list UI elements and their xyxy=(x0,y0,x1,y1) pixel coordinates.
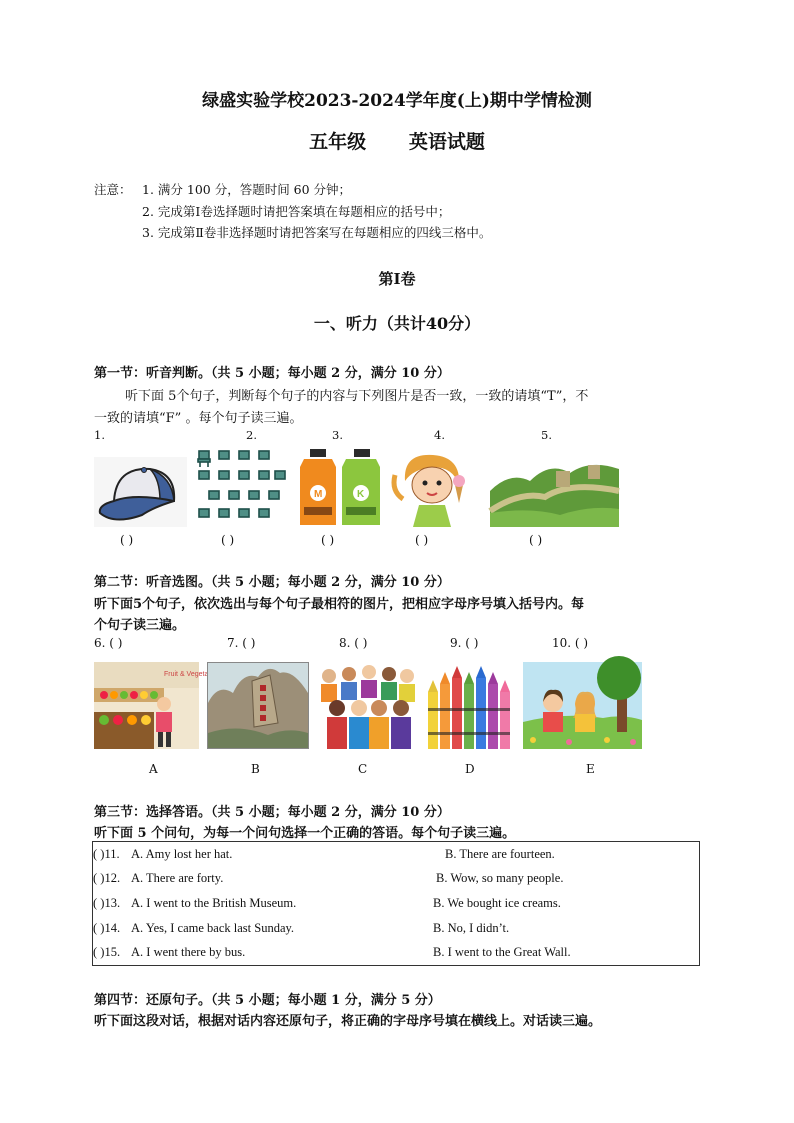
picture-letter-c: C xyxy=(358,762,368,776)
q11-option-a: A. Amy lost her hat. xyxy=(131,846,233,861)
q15-option-b: B. I went to the Great Wall. xyxy=(433,945,571,960)
q1-answer-paren[interactable]: ( ) xyxy=(120,533,134,547)
q11-number[interactable]: ( )11. xyxy=(93,846,120,861)
table-row xyxy=(93,940,700,965)
q3-answer-paren[interactable]: ( ) xyxy=(321,533,335,547)
table-row xyxy=(93,867,700,892)
answer-choice-table xyxy=(92,841,700,966)
section4-instr: 听下面这段对话，根据对话内容还原句子，将正确的字母序号填在横线上。对话读三遍。 xyxy=(94,1014,602,1029)
q9-label[interactable]: 9. ( ) xyxy=(450,636,479,650)
svg-text:M: M xyxy=(314,489,323,500)
q10-label[interactable]: 10. ( ) xyxy=(552,636,589,650)
section3-instr: 听下面 5 个问句，为每一个问句选择一个正确的答语。每个句子读三遍。 xyxy=(94,826,516,841)
section1-instr-1: 听下面 5个句子，判断每个句子的内容与下列图片是否一致，一致的请填“T”，不 xyxy=(125,389,589,404)
great-wall-image xyxy=(490,451,619,527)
shop-sign-text: Fruit & Vegeta xyxy=(164,671,209,678)
crayons-image xyxy=(424,662,515,749)
girl-ice-cream-image xyxy=(389,451,477,527)
q1-number: 1. xyxy=(94,428,105,442)
chairs-image xyxy=(195,449,291,527)
crowd-of-people-image xyxy=(317,662,416,749)
fruit-shop-image xyxy=(94,662,209,749)
section2-instr-2: 个句子读三遍。 xyxy=(94,618,186,633)
table-row xyxy=(93,842,700,867)
q12-number[interactable]: ( )12. xyxy=(93,871,121,886)
notes-label: 注意： xyxy=(94,182,132,197)
grade-label: 五年级 xyxy=(309,131,367,153)
q8-label[interactable]: 8. ( ) xyxy=(339,636,368,650)
q12-option-b: B. Wow, so many people. xyxy=(436,871,564,886)
picture-letter-d: D xyxy=(465,762,475,776)
section2-title: 第二节：听音选图。（共 5 小题；每小题 2 分，满分 10 分） xyxy=(94,575,450,590)
q12-option-a: A. There are forty. xyxy=(131,871,224,886)
q2-number: 2. xyxy=(246,428,257,442)
section3-title: 第三节：选择答语。（共 5 小题；每小题 2 分，满分 10 分） xyxy=(94,805,450,820)
q11-option-b: B. There are fourteen. xyxy=(445,846,555,861)
q4-number: 4. xyxy=(434,428,445,442)
children-in-park-image xyxy=(523,662,642,749)
q14-option-a: A. Yes, I came back last Sunday. xyxy=(131,920,295,935)
juice-bottles-image xyxy=(300,449,382,527)
q14-number[interactable]: ( )14. xyxy=(93,920,121,935)
note-item-2: 2. 完成第Ⅰ卷选择题时请把答案填在每题相应的括号中； xyxy=(142,204,451,219)
q5-number: 5. xyxy=(541,428,552,442)
q3-number: 3. xyxy=(332,428,343,442)
table-row xyxy=(93,891,700,916)
picture-letter-e: E xyxy=(586,762,595,776)
section1-title: 第一节：听音判断。（共 5 小题；每小题 2 分，满分 10 分） xyxy=(94,366,450,381)
mountain-rocks-image xyxy=(207,662,309,749)
part1-title: 第Ⅰ卷 xyxy=(378,270,416,288)
q15-number[interactable]: ( )15. xyxy=(93,945,121,960)
subject-label: 英语试题 xyxy=(408,131,485,153)
q13-option-b: B. We bought ice creams. xyxy=(433,895,561,910)
picture-letter-b: B xyxy=(251,762,260,776)
q7-label[interactable]: 7. ( ) xyxy=(227,636,256,650)
section1-instr-2: 一致的请填“F” 。每个句子读三遍。 xyxy=(94,411,303,426)
q13-option-a: A. I went to the British Museum. xyxy=(131,895,297,910)
exam-subtitle xyxy=(0,127,794,154)
listening-title: 一、听力（共计40分） xyxy=(313,314,481,333)
exam-title: 绿盛实验学校2023-2024学年度(上)期中学情检测 xyxy=(202,91,592,111)
q13-number[interactable]: ( )13. xyxy=(93,895,121,910)
section4-title: 第四节：还原句子。（共 5 小题；每小题 1 分，满分 5 分） xyxy=(94,993,441,1008)
note-item-1: 1. 满分 100 分，答题时间 60 分钟； xyxy=(142,182,352,197)
note-item-3: 3. 完成第Ⅱ卷非选择题时请把答案写在每题相应的四线三格中。 xyxy=(142,225,492,240)
q15-option-a: A. I went there by bus. xyxy=(131,945,246,960)
table-row xyxy=(93,916,700,941)
section2-instr-1: 听下面5个句子，依次选出与每个句子最相符的图片，把相应字母序号填入括号内。每 xyxy=(94,597,585,612)
q5-answer-paren[interactable]: ( ) xyxy=(529,533,543,547)
picture-letter-a: A xyxy=(149,762,158,776)
svg-text:K: K xyxy=(357,489,365,500)
q2-answer-paren[interactable]: ( ) xyxy=(221,533,235,547)
q14-option-b: B. No, I didn’t. xyxy=(433,920,510,935)
cap-image xyxy=(94,457,187,527)
q6-label[interactable]: 6. ( ) xyxy=(94,636,123,650)
q4-answer-paren[interactable]: ( ) xyxy=(415,533,429,547)
